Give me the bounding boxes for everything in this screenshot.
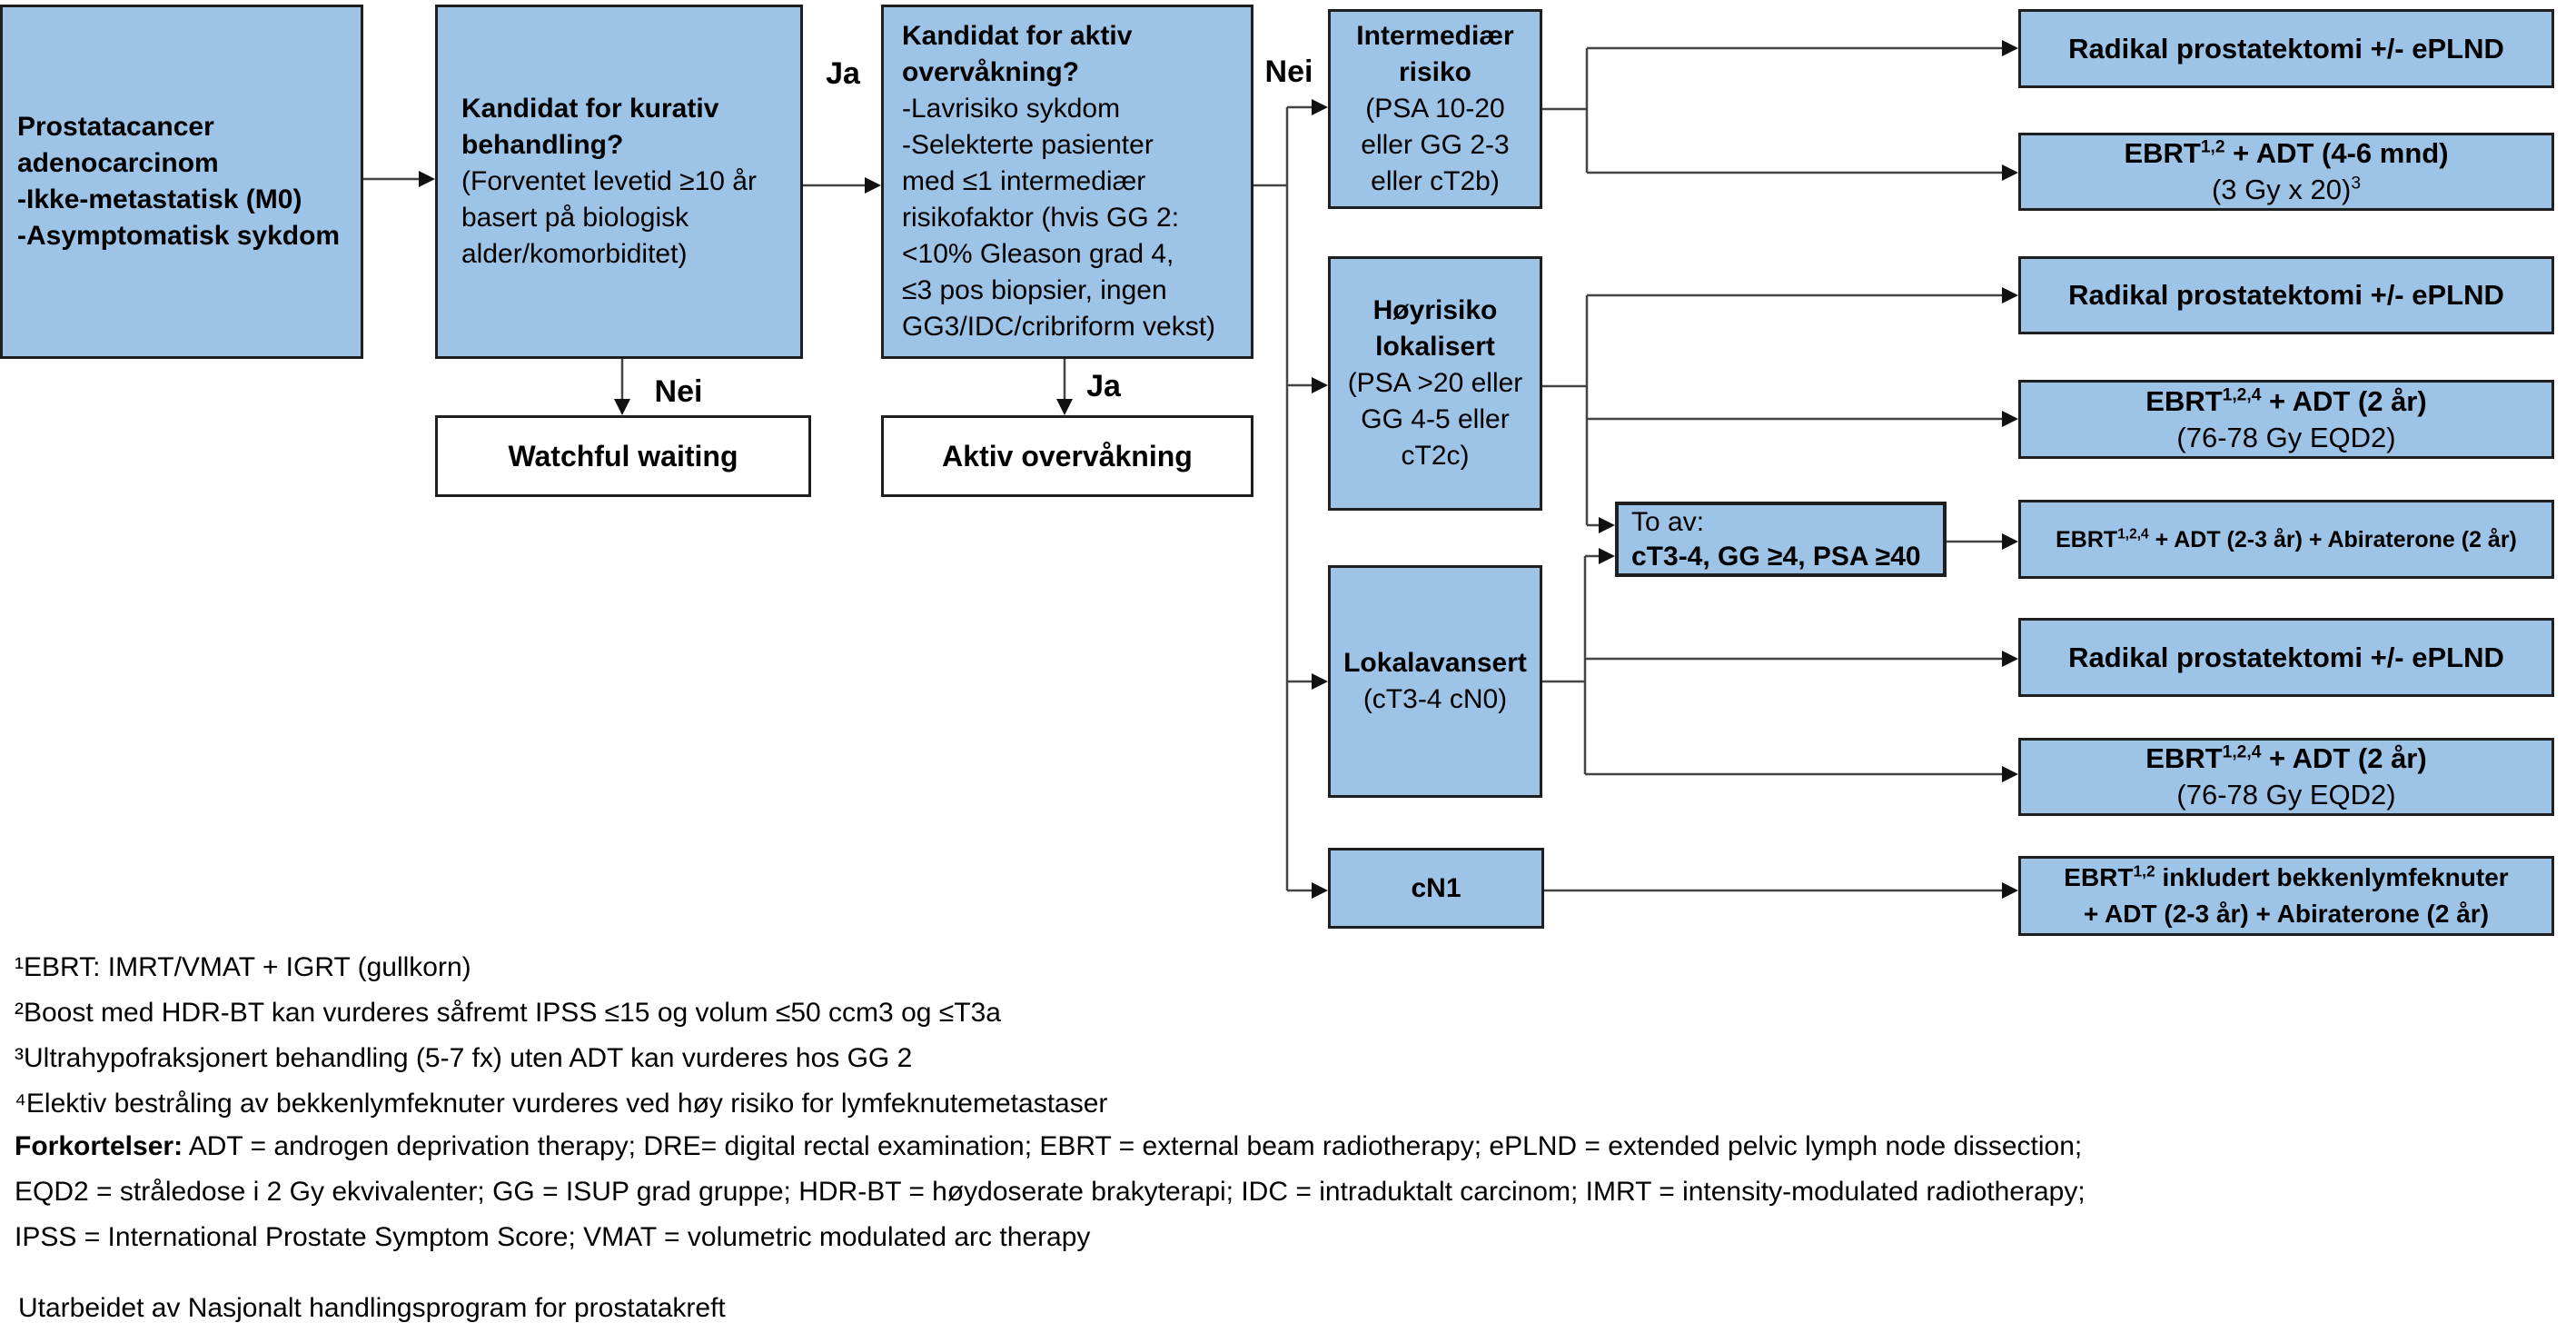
abbreviations-line: EQD2 = stråledose i 2 Gy ekvivalenter; GG = ISUP grad gruppe; HDR-BT = høydoserate brakyterapi; IDC = intraduktalt carcinom; IMRT = intensity-modulated radiotherapy; <box>15 1177 2086 1207</box>
node-treatment-radical-prostatectomy-2 <box>2018 256 2554 334</box>
node-treatment-ebrt-adt-4-6 <box>2018 133 2554 211</box>
treatment-text: EBRT$^{1,2}$ + ADT (4-6 mnd) <box>2124 137 2449 169</box>
treatment-text: EBRT$^{1,2,4}$ + ADT (2 år) <box>2145 384 2427 417</box>
credit-text: Utarbeidet av Nasjonalt handlingsprogram for prostatakreft <box>18 1293 726 1323</box>
node-active-surveillance-question <box>881 5 1253 359</box>
two-of-line1: To av: <box>1631 506 1705 537</box>
treatment-text: Radikal prostatektomi +/- ePLND <box>2068 32 2504 65</box>
intermediate-risk-body: (PSA 10-20 <box>1365 94 1505 124</box>
high-risk-body: GG 4-5 eller <box>1361 404 1510 434</box>
node-curative-body: basert på biologisk <box>461 203 689 233</box>
high-risk-body: (PSA >20 eller <box>1347 368 1523 398</box>
node-asq-body: ≤3 pos biopsier, ingen <box>902 275 1167 305</box>
active-surveillance-label: Aktiv overvåkning <box>942 440 1193 472</box>
credit-line <box>18 1286 726 1323</box>
label-nei-down: Nei <box>654 374 703 409</box>
node-locally-advanced <box>1328 565 1542 798</box>
treatment-text: Radikal prostatektomi +/- ePLND <box>2068 641 2504 673</box>
treatment-text: EBRT$^{1,2,4}$ + ADT (2 år) <box>2145 742 2427 774</box>
intermediate-risk-body: eller cT2b) <box>1371 166 1500 196</box>
abbreviations-line: IPSS = International Prostate Symptom Score; VMAT = volumetric modulated arc therapy <box>15 1222 1091 1252</box>
high-risk-title: Høyrisiko <box>1372 295 1498 325</box>
intermediate-risk-title: Intermediær <box>1356 21 1514 51</box>
label-nei-right: Nei <box>1264 55 1313 89</box>
treatment-subtext: (3 Gy x 20)$^3$ <box>2211 174 2361 205</box>
treatment-subtext: (76-78 Gy EQD2) <box>2176 779 2396 811</box>
abbreviations-block <box>15 1124 2558 1260</box>
node-treatment-ebrt-adt-2yr-1 <box>2018 380 2554 459</box>
node-asq-body: GG3/IDC/cribriform vekst) <box>902 312 1216 342</box>
node-curative-title: behandling? <box>461 130 624 160</box>
node-two-of-criteria <box>1615 502 1947 577</box>
treatment-text: EBRT$^{1,2}$ inkludert bekkenlymfeknuter <box>2064 861 2509 891</box>
footnote: ³Ultrahypofraksjonert behandling (5-7 fx) uten ADT kan vurderes hos GG 2 <box>15 1043 913 1073</box>
node-treatment-ebrt-pelvic-nodes <box>2018 856 2554 936</box>
node-treatment-ebrt-adt-abiraterone <box>2018 500 2554 579</box>
treatment-text: EBRT$^{1,2,4}$ + ADT (2-3 år) + Abiraterone (2 år) <box>2056 526 2517 552</box>
high-risk-title: lokalisert <box>1375 332 1495 362</box>
node-asq-body: med ≤1 intermediær <box>902 166 1146 196</box>
two-of-line2: cT3-4, GG ≥4, PSA ≥40 <box>1631 541 1921 572</box>
label-ja-right: Ja <box>826 56 860 91</box>
node-diagnosis-line: Prostatacancer <box>17 112 214 142</box>
node-asq-body: <10% Gleason grad 4, <box>902 239 1174 269</box>
high-risk-body: cT2c) <box>1401 441 1470 471</box>
node-diagnosis-line: -Asymptomatisk sykdom <box>17 221 341 251</box>
treatment-subtext: (76-78 Gy EQD2) <box>2176 421 2396 453</box>
node-asq-title: overvåkning? <box>902 57 1080 87</box>
label-ja-down: Ja <box>1086 369 1121 403</box>
footnote: ²Boost med HDR-BT kan vurderes såfremt IPSS ≤15 og volum ≤50 ccm3 og ≤T3a <box>15 998 1001 1028</box>
watchful-waiting-label: Watchful waiting <box>508 440 738 472</box>
intermediate-risk-title: risiko <box>1398 57 1472 87</box>
cn1-title: cN1 <box>1411 872 1461 903</box>
node-cn1 <box>1328 848 1544 929</box>
node-active-surveillance <box>881 415 1253 497</box>
node-treatment-radical-prostatectomy-3 <box>2018 618 2554 697</box>
footnote: ⁴Elektiv bestråling av bekkenlymfeknuter vurderes ved høy risiko for lymfeknutemetastaser <box>15 1089 1108 1119</box>
node-curative-body: (Forventet levetid ≥10 år <box>461 166 757 196</box>
intermediate-risk-body: eller GG 2-3 <box>1361 130 1510 160</box>
locally-advanced-title: Lokalavansert <box>1343 648 1527 678</box>
node-diagnosis-line: -Ikke-metastatisk (M0) <box>17 184 302 214</box>
node-asq-body: risikofaktor (hvis GG 2: <box>902 203 1180 233</box>
node-curative-question <box>435 5 803 359</box>
node-curative-title: Kandidat for kurativ <box>461 94 719 124</box>
node-high-risk <box>1328 256 1542 511</box>
treatment-text: Radikal prostatektomi +/- ePLND <box>2068 279 2504 311</box>
abbreviations-line: Forkortelser: ADT = androgen deprivation therapy; DRE= digital rectal examination; EBRT = external beam radiotherapy; ePLND = extended pelvic lymph node dissection; <box>15 1131 2083 1161</box>
node-intermediate-risk <box>1328 9 1542 209</box>
node-curative-body: alder/komorbiditet) <box>461 239 688 269</box>
treatment-subtext: + ADT (2-3 år) + Abiraterone (2 år) <box>2083 900 2490 928</box>
node-treatment-ebrt-adt-2yr-2 <box>2018 738 2554 816</box>
node-treatment-radical-prostatectomy-1 <box>2018 9 2554 88</box>
node-asq-body: -Selekterte pasienter <box>902 130 1154 160</box>
footnote: ¹EBRT: IMRT/VMAT + IGRT (gullkorn) <box>15 952 471 982</box>
locally-advanced-body: (cT3-4 cN0) <box>1362 684 1508 714</box>
footnotes-block <box>15 945 1107 1127</box>
node-asq-body: -Lavrisiko sykdom <box>902 94 1121 124</box>
node-asq-title: Kandidat for aktiv <box>902 21 1133 51</box>
node-diagnosis <box>0 5 363 359</box>
node-diagnosis-line: adenocarcinom <box>17 148 219 178</box>
node-watchful-waiting <box>435 415 811 497</box>
